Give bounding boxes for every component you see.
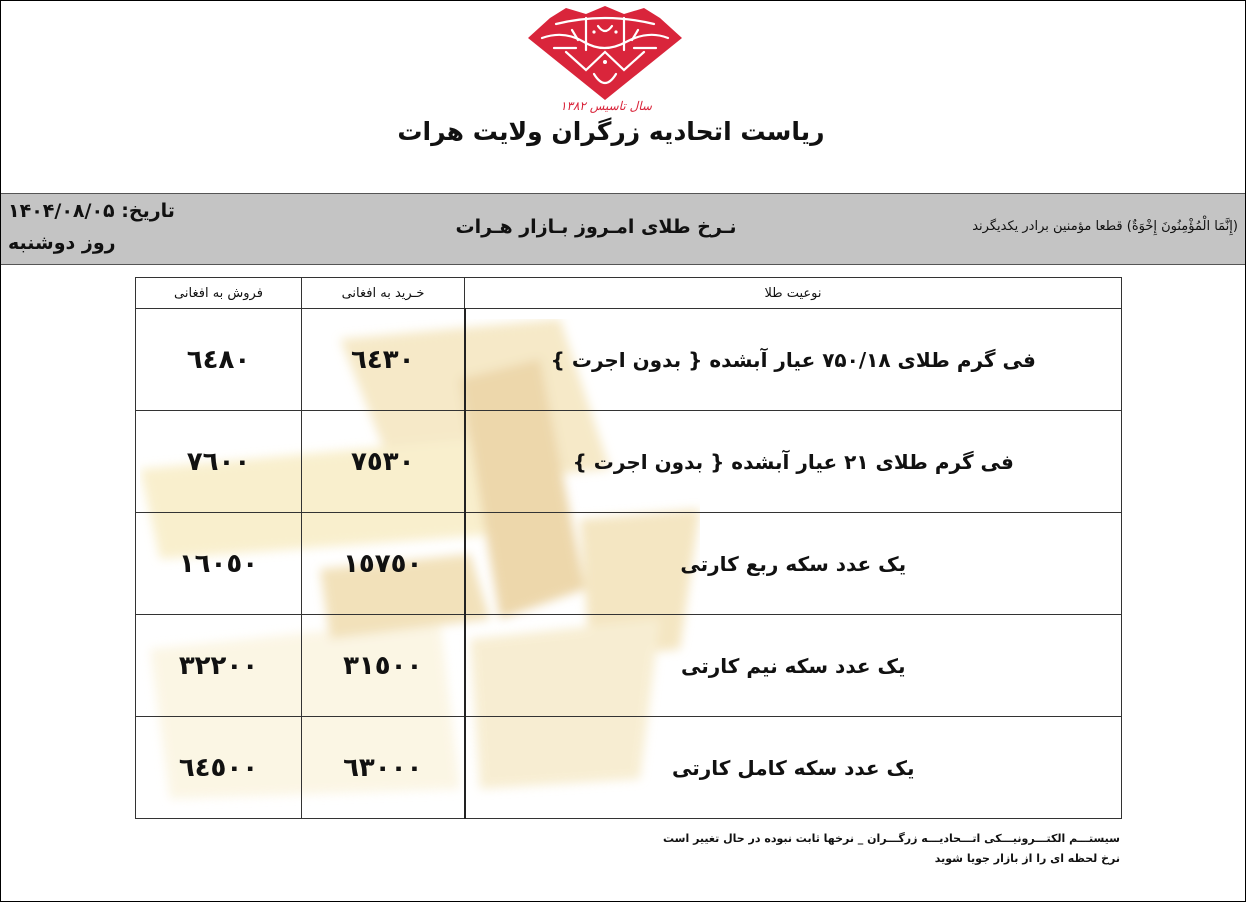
- sell-price-cell: ٦٤٨٠: [136, 309, 302, 411]
- column-header-buy: خـرید به افغانی: [302, 278, 465, 309]
- sell-price-cell: ٣٢٢٠٠: [136, 615, 302, 717]
- buy-price-cell: ٦٣٠٠٠: [302, 717, 465, 819]
- column-header-type: نوعیت طلا: [465, 278, 1122, 309]
- footer-note-line2: نرخ لحظه ای را از بازار جویا شوید: [934, 852, 1120, 865]
- sell-price-cell: ١٦٠٥٠: [136, 513, 302, 615]
- table-header-row: [136, 278, 1122, 309]
- table-row: [136, 513, 1122, 615]
- buy-price-cell: ١٥٧٥٠: [302, 513, 465, 615]
- column-header-sell: فروش به افغانی: [136, 278, 302, 309]
- buy-price-cell: ٣١٥٠٠: [302, 615, 465, 717]
- date-text: تاریخ: ۱۴۰۴/۰۸/۰۵: [8, 200, 175, 222]
- table-row: [136, 309, 1122, 411]
- info-banner: [1, 193, 1245, 265]
- banner-heading: نـرخ طلای امـروز بـازار هـرات: [455, 216, 737, 238]
- gold-type-cell: یک عدد سکه کامل کارتی: [465, 717, 1122, 819]
- table-row: [136, 717, 1122, 819]
- buy-price-cell: ٧٥٣٠: [302, 411, 465, 513]
- table-row: [136, 615, 1122, 717]
- gold-type-cell: فی گرم طلای ۷۵۰/۱۸ عیار آبشده { بدون اجرت }: [465, 309, 1122, 411]
- gem-calligraphy-logo-icon: [528, 4, 682, 100]
- weekday-text: روز دوشنبه: [8, 232, 116, 254]
- footer-note-line1: سیستـــم الکتـــرونیـــکی اتـــحادیـــه زرگـــران _ نرخها ثابت نبوده در حال تغییر است: [663, 832, 1120, 845]
- gold-type-cell: یک عدد سکه ربع کارتی: [465, 513, 1122, 615]
- verse-text: (إِنَّمَا الْمُؤْمِنُونَ إِخْوَةٌ) قطعا مؤمنین برادر یکدیگرند: [972, 219, 1238, 234]
- price-table: [135, 277, 1122, 819]
- gold-type-cell: فی گرم طلای ۲۱ عیار آبشده { بدون اجرت }: [465, 411, 1122, 513]
- table-row: [136, 411, 1122, 513]
- buy-price-cell: ٦٤٣٠: [302, 309, 465, 411]
- sell-price-cell: ٦٤٥٠٠: [136, 717, 302, 819]
- gold-type-cell: یک عدد سکه نیم کارتی: [465, 615, 1122, 717]
- sell-price-cell: ٧٦٠٠: [136, 411, 302, 513]
- founded-year-text: سال تاسیس ۱۳۸۲: [560, 99, 652, 113]
- organization-title: ریاست اتحادیه زرگران ولایت هرات: [397, 117, 825, 146]
